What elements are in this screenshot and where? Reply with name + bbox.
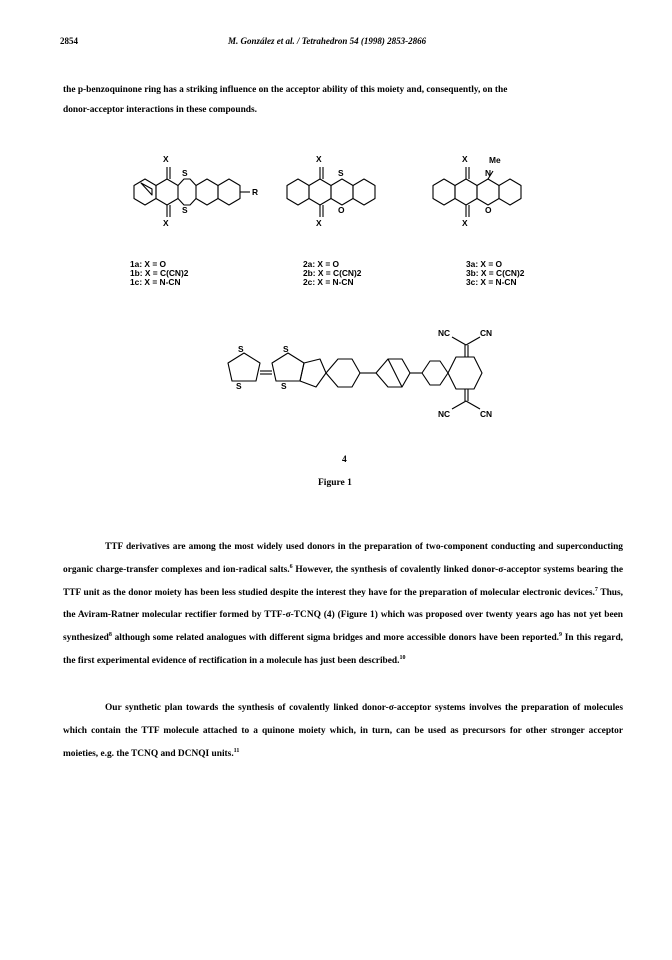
p1-text-5: In this regard, the first experimental evidence of rectification in a molecule has just been described. (63, 633, 624, 666)
compound-1-structure (134, 167, 250, 217)
paragraph-ttf-derivatives (63, 536, 623, 673)
atom-s: S (283, 344, 289, 354)
label-1c: 1c: X = N-CN (130, 277, 181, 287)
label-3b: 3b: X = C(CN)2 (466, 268, 525, 278)
paragraph-synthetic-plan (63, 697, 623, 765)
atom-cn: CN (480, 409, 493, 419)
running-header (60, 36, 620, 50)
atom-nc: NC (438, 409, 451, 419)
atom-s: S (182, 205, 188, 215)
label-2a: 2a: X = O (303, 259, 340, 269)
label-2b: 2b: X = C(CN)2 (303, 268, 362, 278)
p1-text-4: although some related analogues with different sigma bridges and more accessible donors have been reported. (111, 633, 560, 644)
figure-1 (0, 145, 672, 505)
ref-7: 7 (594, 586, 598, 593)
atom-s: S (236, 381, 242, 391)
compound-2-labels (303, 260, 361, 287)
compound-1-labels (130, 260, 188, 287)
p2-text-1: Our synthetic plan towards the synthesis of covalently linked donor-σ-acceptor systems involves the preparation of molecules which contain the TTF molecule attached to a quinone moiety which, in turn, can be used as precursors for other stronger acceptor moieties, e.g. the TCNQ and DCNQI units. (63, 703, 623, 759)
compound-4-label: 4 (342, 455, 347, 465)
atom-x: X (316, 154, 322, 164)
label-3a: 3a: X = O (466, 259, 503, 269)
compound-4-structure (228, 337, 482, 409)
compound-3-structure (433, 167, 521, 217)
atom-cn: CN (480, 328, 493, 338)
ref-6: 6 (289, 563, 293, 570)
p1-text-3: Thus, the Aviram-Ratner molecular rectifier formed by TTF-σ-TCNQ (4) (Figure 1) which was proposed over twenty years ago has not yet been synthesized (63, 587, 624, 644)
atom-s: S (281, 381, 287, 391)
atom-o: O (485, 205, 492, 215)
ref-10: 10 (399, 654, 406, 661)
intro-paragraph (63, 80, 623, 120)
atom-x: X (163, 218, 169, 228)
atom-o: O (338, 205, 345, 215)
label-1a: 1a: X = O (130, 259, 167, 269)
atom-x: X (163, 154, 169, 164)
ref-9: 9 (559, 632, 563, 639)
p1-text-2: However, the synthesis of covalently linked donor-σ-acceptor systems bearing the TTF unit as the donor moiety has been less studied despite the interest they have for the preparation of molecular electronic devices. (63, 564, 623, 598)
intro-line-2: donor-acceptor interactions in these compounds. (63, 105, 258, 115)
figure-caption: Figure 1 (318, 478, 352, 488)
chemical-structures-drawing (0, 145, 672, 505)
atom-x: X (316, 218, 322, 228)
page-number: 2854 (60, 36, 78, 46)
atom-r: R (252, 187, 259, 197)
compound-2-structure (287, 167, 375, 217)
atom-s: S (338, 168, 344, 178)
label-2c: 2c: X = N-CN (303, 277, 354, 287)
atom-nc: NC (438, 328, 451, 338)
label-1b: 1b: X = C(CN)2 (130, 268, 189, 278)
compound-3-labels (466, 260, 524, 287)
atom-s: S (238, 344, 244, 354)
atom-n: N (485, 168, 492, 178)
p1-text-1: TTF derivatives are among the most widely used donors in the preparation of two-component conducting and superconducting organic charge-transfer complexes and ion-radical salts. (63, 542, 623, 575)
atom-x: X (462, 218, 468, 228)
ref-8: 8 (108, 632, 112, 639)
atom-me: Me (489, 155, 501, 165)
label-3c: 3c: X = N-CN (466, 277, 517, 287)
atom-x: X (462, 154, 468, 164)
running-head: M. González et al. / Tetrahedron 54 (1998) 2853-2866 (228, 36, 427, 46)
atom-s: S (182, 168, 188, 178)
ref-11: 11 (233, 747, 240, 754)
intro-line-1: the p-benzoquinone ring has a striking influence on the acceptor ability of this moiety and, consequently, on the (63, 85, 508, 95)
